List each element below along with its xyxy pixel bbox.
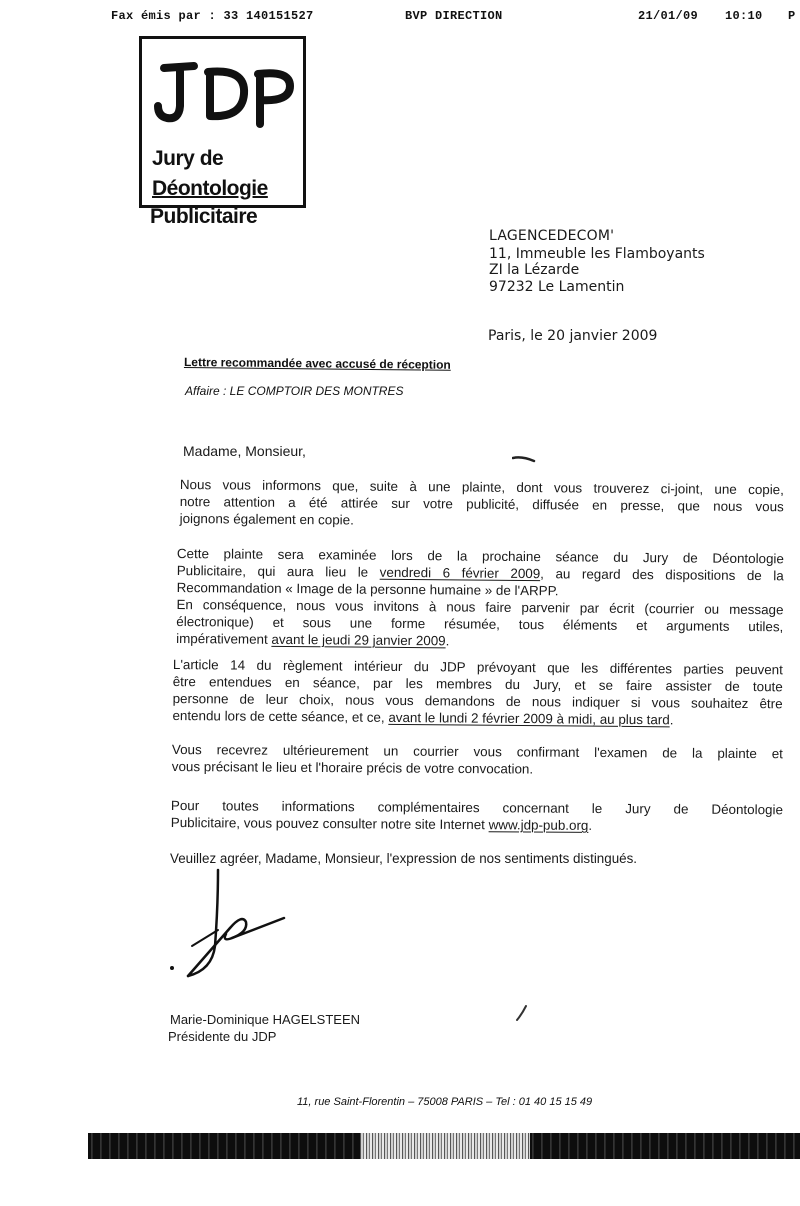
text-line: Cette plainte sera examinée lors de la prochaine séance du Jury de Déontologie bbox=[176, 545, 784, 567]
recipient-address-line2: ZI la Lézarde bbox=[489, 262, 580, 278]
registered-mail-line: Lettre recommandée avec accusé de réception bbox=[183, 355, 451, 372]
deadline-date: avant le jeudi 29 janvier 2009 bbox=[271, 631, 446, 649]
text-line: notre attention a été attirée sur votre publicité, diffusée en presse, que nous vous bbox=[179, 493, 784, 515]
fax-department: BVP DIRECTION bbox=[405, 9, 503, 23]
text-line: être entendues en séance, par les membres du Jury, et se faire assister de toute bbox=[172, 673, 783, 695]
text-line: impérativement avant le jeudi 29 janvier 2009. bbox=[176, 630, 450, 649]
text-line: entendu lors de cette séance, et ce, avant le lundi 2 février 2009 à midi, au plus tard. bbox=[172, 707, 674, 728]
text-line: Vous recevrez ultérieurement un courrier vous confirmant l'examen de la plainte et bbox=[171, 742, 783, 762]
signatory-title: Présidente du JDP bbox=[168, 1029, 277, 1044]
fax-page: P bbox=[788, 9, 796, 23]
logo-line-deontologie: Déontologie bbox=[152, 177, 268, 200]
text-line: électronique) et sous une forme résumée, tous éléments et arguments utiles, bbox=[176, 613, 784, 635]
recipient-address-line3: 97232 Le Lamentin bbox=[489, 279, 625, 295]
closing-line: Veuillez agréer, Madame, Monsieur, l'expression de nos sentiments distingués. bbox=[170, 851, 638, 866]
jdp-logo-mark bbox=[150, 58, 300, 130]
logo-line-jury: Jury de bbox=[152, 147, 224, 170]
text-line: Publicitaire, qui aura lieu le vendredi 6 février 2009, au regard des dispositions de la bbox=[176, 562, 784, 584]
hearing-request-deadline: avant le lundi 2 février 2009 à midi, au plus tard bbox=[388, 709, 670, 728]
hearing-date: vendredi 6 février 2009 bbox=[379, 564, 541, 582]
logo-line-publicitaire: Publicitaire bbox=[150, 205, 258, 228]
text-line: joignons également en copie. bbox=[179, 510, 354, 528]
paragraph-convocation bbox=[172, 741, 783, 779]
handwritten-signature bbox=[160, 866, 300, 986]
text-line: Pour toutes informations complémentaires concernant le Jury de Déontologie bbox=[170, 798, 783, 818]
text-line: L'article 14 du règlement intérieur du JDP prévoyant que les différentes parties peuvent bbox=[172, 656, 783, 678]
paragraph-complaint-notice bbox=[180, 476, 784, 532]
salutation: Madame, Monsieur, bbox=[183, 443, 306, 459]
fax-time: 10:10 bbox=[725, 9, 763, 23]
website-link[interactable]: www.jdp-pub.org bbox=[488, 817, 589, 833]
fax-strip-noise bbox=[360, 1133, 530, 1159]
text-line: Publicitaire, vous pouvez consulter notre site Internet www.jdp-pub.org. bbox=[170, 814, 593, 833]
text-line: vous précisant le lieu et l'horaire précis de votre convocation. bbox=[171, 758, 534, 777]
text-line: En conséquence, nous vous invitons à nous faire parvenir par écrit (courrier ou message bbox=[176, 596, 784, 618]
scan-mark bbox=[514, 1004, 530, 1024]
text-line: Recommandation « Image de la personne humaine » de l'ARPP. bbox=[176, 579, 559, 599]
footer-address: 11, rue Saint-Florentin – 75008 PARIS – Tel : 01 40 15 15 49 bbox=[297, 1096, 593, 1108]
paragraph-more-info bbox=[171, 797, 783, 835]
paragraph-article-14 bbox=[172, 656, 783, 729]
recipient-name: LAGENCEDECOM' bbox=[489, 228, 615, 244]
fax-sender: Fax émis par : 33 140151527 bbox=[111, 9, 314, 23]
fax-date: 21/01/09 bbox=[638, 9, 699, 23]
scan-mark bbox=[512, 454, 538, 464]
text-line: personne de leur choix, nous vous demandons de nous indiquer si vous souhaitez être bbox=[172, 690, 783, 712]
recipient-address-line1: 11, Immeuble les Flamboyants bbox=[489, 246, 705, 262]
signatory-name: Marie-Dominique HAGELSTEEN bbox=[170, 1012, 361, 1027]
paragraph-hearing-date bbox=[176, 545, 784, 652]
letter-date: Paris, le 20 janvier 2009 bbox=[488, 328, 658, 344]
subject-line: Affaire : LE COMPTOIR DES MONTRES bbox=[185, 384, 404, 398]
text-line: Nous vous informons que, suite à une plainte, dont vous trouverez ci-joint, une copie, bbox=[179, 476, 784, 498]
